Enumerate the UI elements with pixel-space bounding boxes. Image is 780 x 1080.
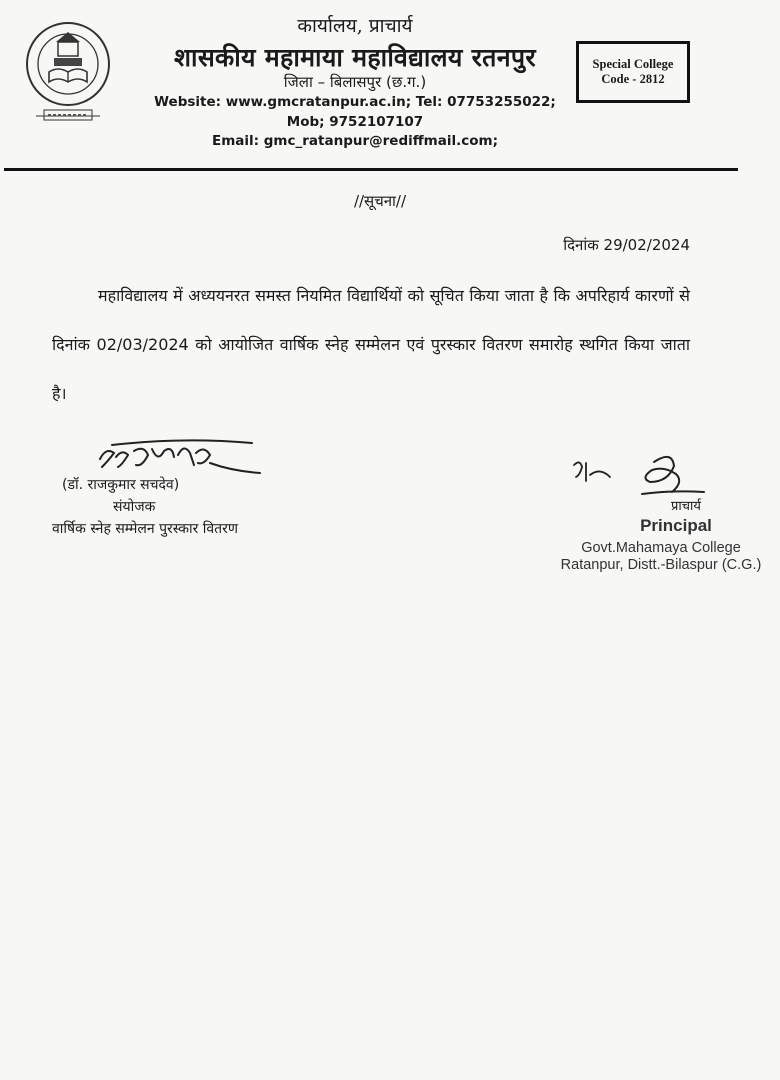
right-signatory-title-hindi: प्राचार्य (671, 499, 701, 514)
signature-right-initial-mark (570, 457, 615, 492)
left-signatory-block (52, 474, 312, 540)
website-line: Website: www.gmcratanpur.ac.in; Tel: 07753255022; (154, 94, 556, 110)
right-signatory-address: Ratanpur, Distt.-Bilaspur (C.G.) (560, 557, 762, 573)
district-line: जिला – बिलासपुर (छ.ग.) (283, 73, 427, 91)
contact-block (140, 93, 570, 152)
email-line: Email: gmc_ratanpur@rediffmail.com; (212, 133, 498, 149)
right-signatory-block (545, 496, 777, 573)
special-college-code-box (576, 41, 690, 103)
office-line: कार्यालय, प्राचार्य (297, 15, 413, 37)
notice-body: महाविद्यालय में अध्ययनरत समस्त नियमित विद्यार्थियों को सूचित किया जाता है कि अपरिहार्य कारणों से दिनांक 02/03/2024 को आयोजित वार्षिक स्नेह सम्मेलन एवं पुरस्कार वितरण समारोह स्थगित किया जाता है। (52, 286, 690, 403)
notice-title: //सूचना// (353, 192, 407, 210)
code-box-line2: Code - 2812 (601, 72, 665, 86)
mobile-line: Mob; 9752107107 (286, 113, 424, 130)
college-seal-logo (22, 20, 114, 130)
signature-right (632, 452, 708, 500)
code-box-line1: Special College (592, 57, 674, 71)
header-divider (4, 168, 738, 171)
right-signatory-title: Principal (640, 516, 712, 535)
notice-date: दिनांक 29/02/2024 (563, 236, 690, 254)
left-signatory-role: संयोजक (113, 499, 156, 515)
right-signatory-college: Govt.Mahamaya College (581, 540, 741, 556)
college-name: शासकीय महामाया महाविद्यालय रतनपुर (174, 43, 536, 72)
left-signatory-committee: वार्षिक स्नेह सम्मेलन पुरस्कार वितरण (52, 521, 238, 537)
left-signatory-name: (डॉ. राजकुमार सचदेव) (62, 477, 180, 493)
